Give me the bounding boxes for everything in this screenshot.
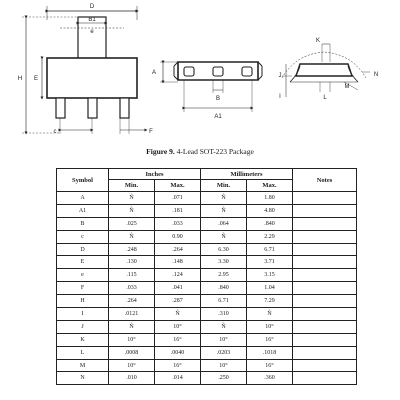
header-inches: Inches (109, 169, 201, 180)
cell-symbol: D (57, 243, 109, 256)
cell-in-min: Ñ (109, 230, 155, 243)
cell-in-max: .033 (155, 217, 201, 230)
cell-mm-max: .1018 (247, 346, 293, 359)
cell-mm-max: .360 (247, 372, 293, 385)
cell-symbol: J (57, 320, 109, 333)
table-row (57, 217, 357, 230)
cell-notes (293, 230, 357, 243)
cell-symbol: e (57, 269, 109, 282)
top-view-drawing (22, 6, 146, 134)
table-row (57, 192, 357, 205)
cell-symbol: L (57, 346, 109, 359)
cell-in-min: 10° (109, 359, 155, 372)
table-row (57, 295, 357, 308)
table-row (57, 256, 357, 269)
cell-in-min: Ñ (109, 192, 155, 205)
table-row (57, 333, 357, 346)
cell-symbol: F (57, 282, 109, 295)
cell-symbol: N (57, 372, 109, 385)
cell-notes (293, 243, 357, 256)
label-n: N (373, 72, 379, 78)
cell-mm-max: 1.04 (247, 282, 293, 295)
table-row (57, 230, 357, 243)
cell-mm-min: 2.95 (201, 269, 247, 282)
cell-mm-max: 16° (247, 333, 293, 346)
cell-mm-max: 6.71 (247, 243, 293, 256)
cell-in-min: Ñ (109, 204, 155, 217)
cell-in-min: .010 (109, 372, 155, 385)
cell-mm-min: Ñ (201, 230, 247, 243)
header-notes: Notes (293, 169, 357, 192)
cell-mm-min: 3.30 (201, 256, 247, 269)
cell-mm-max: Ñ (247, 308, 293, 321)
label-l: L (323, 95, 327, 101)
cell-mm-min: .064 (201, 217, 247, 230)
cell-in-min: .248 (109, 243, 155, 256)
cell-notes (293, 308, 357, 321)
cell-in-min: .0008 (109, 346, 155, 359)
cell-in-max: .148 (155, 256, 201, 269)
table-row (57, 359, 357, 372)
label-j: J (278, 73, 282, 79)
cell-notes (293, 282, 357, 295)
cell-in-max: .071 (155, 192, 201, 205)
cell-in-min: .0121 (109, 308, 155, 321)
table-row (57, 308, 357, 321)
table-row (57, 346, 357, 359)
cell-symbol: E (57, 256, 109, 269)
header-in-max: Max. (155, 180, 201, 192)
label-a: A (151, 70, 157, 76)
table-row (57, 243, 357, 256)
cell-mm-max: .840 (247, 217, 293, 230)
cell-in-min: .130 (109, 256, 155, 269)
cell-symbol: H (57, 295, 109, 308)
cell-in-max: .014 (155, 372, 201, 385)
cell-mm-max: 3.71 (247, 256, 293, 269)
header-symbol: Symbol (57, 169, 109, 192)
cell-in-max: 10° (155, 320, 201, 333)
label-m: M (344, 84, 350, 90)
cell-mm-min: .840 (201, 282, 247, 295)
table-row (57, 204, 357, 217)
cell-notes (293, 372, 357, 385)
cell-mm-max: 3.15 (247, 269, 293, 282)
package-drawings (0, 0, 400, 142)
cell-in-max: .041 (155, 282, 201, 295)
cell-symbol: A1 (57, 204, 109, 217)
cell-notes (293, 295, 357, 308)
cell-mm-max: 16° (247, 359, 293, 372)
label-b1: B1 (88, 17, 96, 23)
label-h: H (17, 76, 23, 82)
cell-in-max: .124 (155, 269, 201, 282)
cell-symbol: M (57, 359, 109, 372)
figure-title: 4-Lead SOT-223 Package (176, 147, 254, 156)
cell-in-max: 0.90 (155, 230, 201, 243)
cell-notes (293, 346, 357, 359)
cell-symbol: K (57, 333, 109, 346)
figure-caption (0, 147, 400, 156)
header-in-min: Min. (109, 180, 155, 192)
cell-in-max: .0040 (155, 346, 201, 359)
label-i: I (279, 94, 281, 100)
label-a1: A1 (214, 114, 222, 120)
label-f: F (149, 129, 153, 135)
cell-mm-max: 2.29 (247, 230, 293, 243)
cell-mm-max: 1.80 (247, 192, 293, 205)
cell-mm-min: 6.71 (201, 295, 247, 308)
end-view-drawing (282, 44, 370, 97)
cell-mm-min: .310 (201, 308, 247, 321)
cell-in-min: 10° (109, 333, 155, 346)
label-c: c (53, 129, 57, 135)
cell-notes (293, 359, 357, 372)
table-row (57, 372, 357, 385)
cell-notes (293, 204, 357, 217)
cell-mm-min: .250 (201, 372, 247, 385)
cell-in-max: .264 (155, 243, 201, 256)
cell-symbol: I (57, 308, 109, 321)
cell-in-min: Ñ (109, 320, 155, 333)
cell-notes (293, 269, 357, 282)
cell-mm-min: .0203 (201, 346, 247, 359)
cell-in-max: .287 (155, 295, 201, 308)
cell-notes (293, 333, 357, 346)
cell-in-max: 16° (155, 359, 201, 372)
cell-mm-min: Ñ (201, 320, 247, 333)
cell-mm-min: 6.30 (201, 243, 247, 256)
label-b: B (215, 96, 221, 102)
cell-in-max: 16° (155, 333, 201, 346)
cell-notes (293, 256, 357, 269)
cell-notes (293, 320, 357, 333)
header-millimeters: Millimeters (201, 169, 293, 180)
table-row (57, 320, 357, 333)
cell-notes (293, 192, 357, 205)
cell-mm-max: 10° (247, 320, 293, 333)
side-view-drawing (160, 62, 262, 112)
cell-mm-min: 10° (201, 359, 247, 372)
cell-in-min: .033 (109, 282, 155, 295)
header-mm-min: Min. (201, 180, 247, 192)
label-d: D (89, 4, 95, 10)
cell-mm-min: Ñ (201, 192, 247, 205)
label-e: e (90, 29, 94, 35)
cell-in-min: .115 (109, 269, 155, 282)
cell-in-min: .264 (109, 295, 155, 308)
cell-in-max: Ñ (155, 308, 201, 321)
table-body (57, 192, 357, 385)
dimensions-table (56, 168, 357, 385)
cell-in-min: .025 (109, 217, 155, 230)
cell-in-max: .181 (155, 204, 201, 217)
figure-number: Figure 9. (146, 147, 175, 156)
header-mm-max: Max. (247, 180, 293, 192)
table-row (57, 269, 357, 282)
cell-mm-min: Ñ (201, 204, 247, 217)
cell-symbol: A (57, 192, 109, 205)
label-e-big: E (33, 76, 39, 82)
cell-mm-min: 10° (201, 333, 247, 346)
cell-notes (293, 217, 357, 230)
label-k: K (315, 38, 321, 44)
cell-symbol: B (57, 217, 109, 230)
cell-symbol: c (57, 230, 109, 243)
cell-mm-max: 4.80 (247, 204, 293, 217)
table-row (57, 282, 357, 295)
cell-mm-max: 7.29 (247, 295, 293, 308)
